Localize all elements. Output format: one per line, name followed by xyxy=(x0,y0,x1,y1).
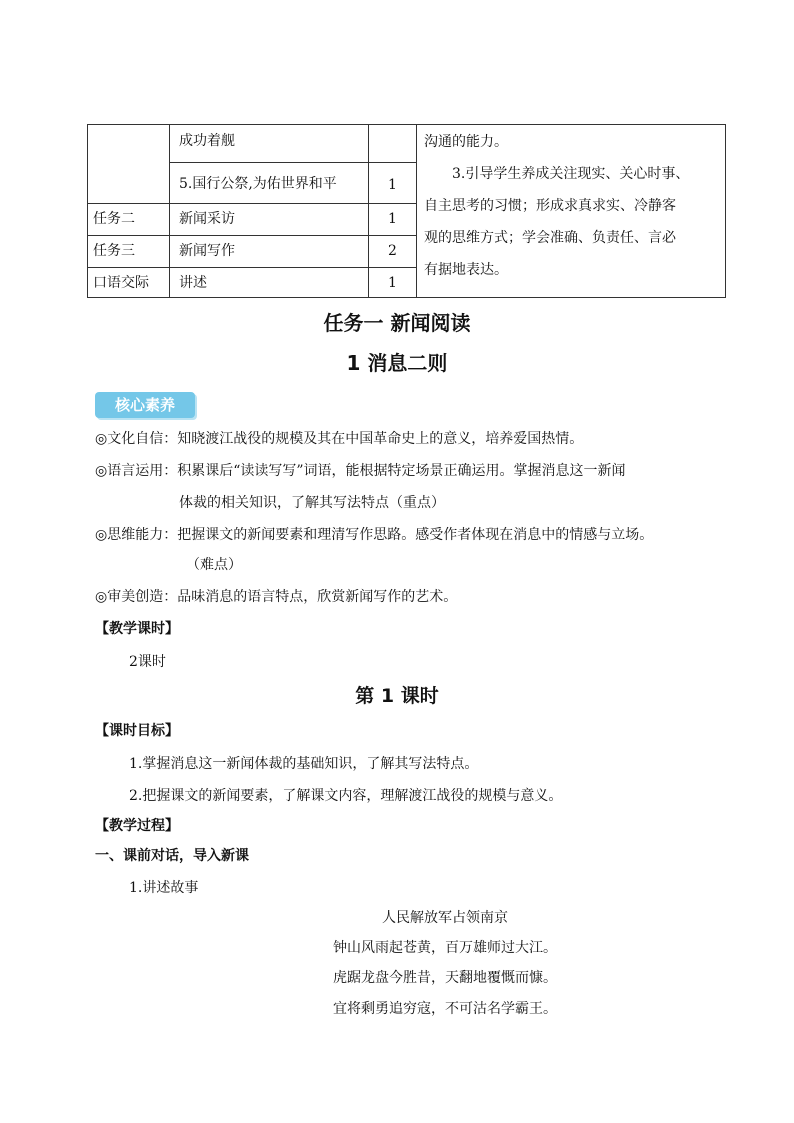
table-cell-hours: 1 xyxy=(388,211,397,227)
table-cell-task: 任务二 xyxy=(93,211,135,227)
table-col-line xyxy=(169,124,170,298)
table-border-left xyxy=(87,124,88,298)
goals-line: 有据地表达。 xyxy=(424,262,508,278)
table-border-bottom xyxy=(87,297,726,298)
table-col-line xyxy=(416,124,417,298)
literacy-item: 体裁的相关知识，了解其写法特点（重点） xyxy=(179,495,445,511)
goals-line: 自主思考的习惯；形成求真求实、冷静客 xyxy=(424,198,676,214)
table-row-line xyxy=(87,235,417,236)
section-title: 任务一 新闻阅读 xyxy=(323,311,471,335)
table-cell-content: 讲述 xyxy=(179,275,207,291)
objective-item: 2.把握课文的新闻要素，了解课文内容，理解渡江战役的规模与意义。 xyxy=(129,788,563,804)
table-cell-content: 成功着舰 xyxy=(179,133,235,149)
goals-line: 3.引导学生养成关注现实、关心时事、 xyxy=(452,166,690,182)
literacy-item: ◎审美创造：品味消息的语言特点，欣赏新闻写作的艺术。 xyxy=(95,589,458,605)
literacy-item: ◎语言运用：积累课后“读读写写”词语，能根据特定场景正确运用。掌握消息这一新闻 xyxy=(95,463,626,479)
literacy-item: ◎思维能力：把握课文的新闻要素和理清写作思路。感受作者体现在消息中的情感与立场。 xyxy=(95,527,654,543)
goals-line: 沟通的能力。 xyxy=(424,134,508,150)
goals-line: 观的思维方式；学会准确、负责任、言必 xyxy=(424,230,676,246)
table-cell-content: 5.国行公祭,为佑世界和平 xyxy=(179,176,337,192)
literacy-item: （难点） xyxy=(186,557,242,573)
period-title: 第 1 课时 xyxy=(355,685,439,707)
table-row-line xyxy=(87,203,417,204)
table-cell-hours: 2 xyxy=(388,243,397,259)
table-border-top xyxy=(87,124,726,125)
objectives-label: 【课时目标】 xyxy=(95,723,179,739)
step-item: 1.讲述故事 xyxy=(129,880,199,896)
teaching-hours-label: 【教学课时】 xyxy=(95,621,179,637)
teaching-hours-value: 2课时 xyxy=(129,654,166,670)
table-row-line xyxy=(169,162,417,163)
table-cell-hours: 1 xyxy=(388,275,397,291)
table-goals-cell xyxy=(424,126,722,286)
lesson-title: 1 消息二则 xyxy=(346,351,448,375)
table-cell-task: 任务三 xyxy=(93,243,135,259)
table-cell-content: 新闻写作 xyxy=(179,243,235,259)
table-cell-content: 新闻采访 xyxy=(179,211,235,227)
poem-title: 人民解放军占领南京 xyxy=(382,910,508,926)
process-label: 【教学过程】 xyxy=(95,818,179,834)
table-row-line xyxy=(87,267,417,268)
core-literacy-badge: 核心素养 xyxy=(95,392,195,418)
literacy-item: ◎文化自信：知晓渡江战役的规模及其在中国革命史上的意义，培养爱国热情。 xyxy=(95,431,584,447)
table-border-right xyxy=(725,124,726,298)
poem-line: 钟山风雨起苍黄，百万雄师过大江。 xyxy=(333,940,557,956)
objective-item: 1.掌握消息这一新闻体裁的基础知识，了解其写法特点。 xyxy=(129,756,479,772)
poem-line: 虎踞龙盘今胜昔，天翻地覆慨而慷。 xyxy=(333,970,557,986)
table-cell-hours: 1 xyxy=(388,177,397,193)
table-cell-task: 口语交际 xyxy=(93,275,149,291)
poem-line: 宜将剩勇追穷寇，不可沽名学霸王。 xyxy=(333,1001,557,1017)
step-heading: 一、课前对话，导入新课 xyxy=(95,848,249,864)
